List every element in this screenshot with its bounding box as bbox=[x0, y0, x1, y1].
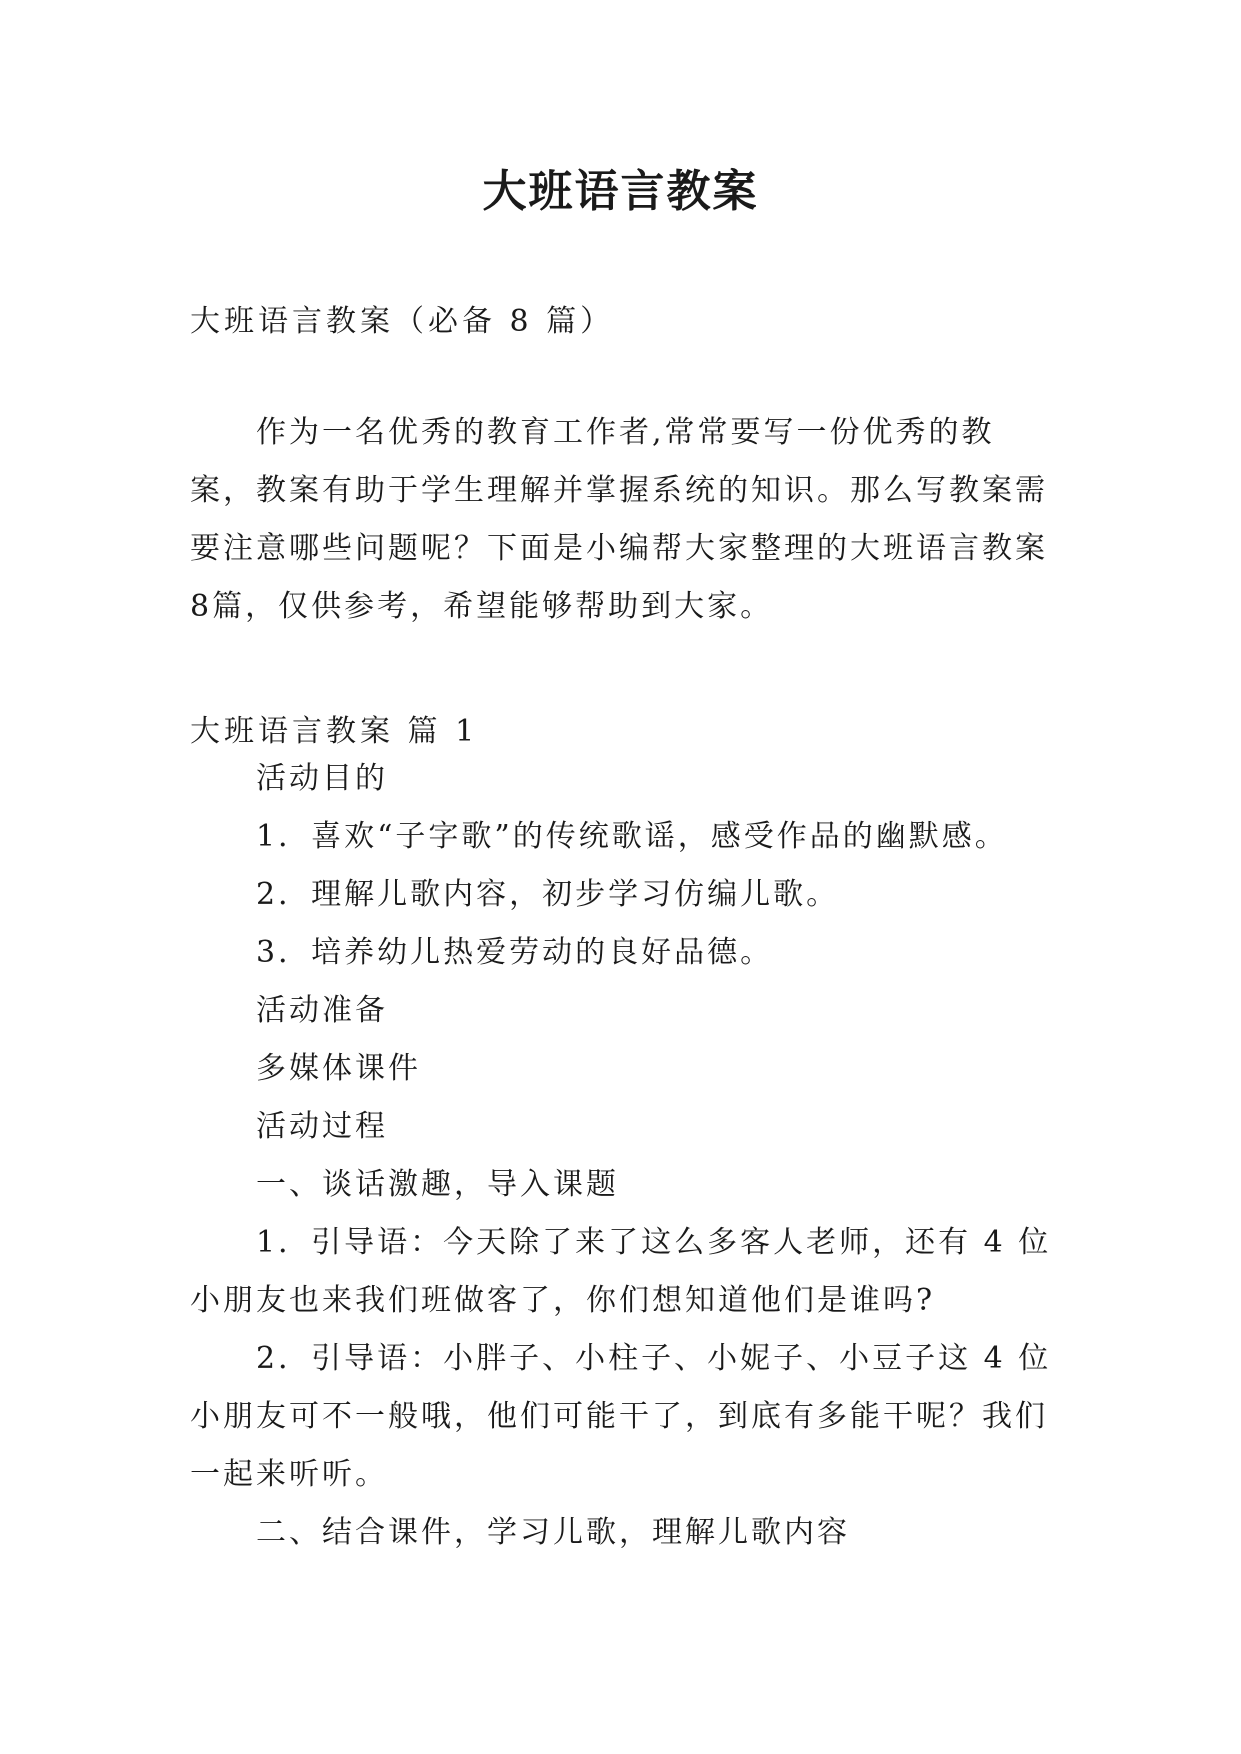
goal-item-2: 2．理解儿歌内容，初步学习仿编儿歌。 bbox=[256, 877, 840, 912]
goal-heading: 活动目的 bbox=[256, 761, 388, 796]
goal-item-3: 3．培养幼儿热爱劳动的良好品德。 bbox=[256, 935, 774, 970]
process-heading: 活动过程 bbox=[256, 1109, 388, 1144]
step1-heading: 一、谈话激趣，导入课题 bbox=[256, 1167, 619, 1202]
intro-paragraph: 作为一名优秀的教育工作者,常常要写一份优秀的教案，教案有助于学生理解并掌握系统的知识。那么写教案需要注意哪些问题呢？下面是小编帮大家整理的大班语言教案8篇，仅供参考，希望能够帮助到大家。 bbox=[190, 415, 1048, 624]
section-body bbox=[190, 750, 1060, 1562]
step1-paragraph-1: 1．引导语：今天除了来了这么多客人老师，还有 4 位小朋友也来我们班做客了，你们想知道他们是谁吗? bbox=[190, 1225, 1052, 1318]
prep-item: 多媒体课件 bbox=[256, 1051, 421, 1086]
step1-paragraph-2: 2．引导语：小胖子、小柱子、小妮子、小豆子这 4 位小朋友可不一般哦，他们可能干了，到底有多能干呢？我们一起来听听。 bbox=[190, 1341, 1052, 1492]
document-title: 大班语言教案 bbox=[482, 166, 759, 217]
step2-heading: 二、结合课件，学习儿歌，理解儿歌内容 bbox=[256, 1515, 850, 1550]
section-heading: 大班语言教案 篇 1 bbox=[190, 714, 479, 749]
goal-item-1: 1．喜欢“子字歌”的传统歌谣，感受作品的幽默感。 bbox=[256, 819, 1008, 854]
document-subtitle: 大班语言教案（必备 8 篇） bbox=[190, 304, 615, 339]
prep-heading: 活动准备 bbox=[256, 993, 388, 1028]
